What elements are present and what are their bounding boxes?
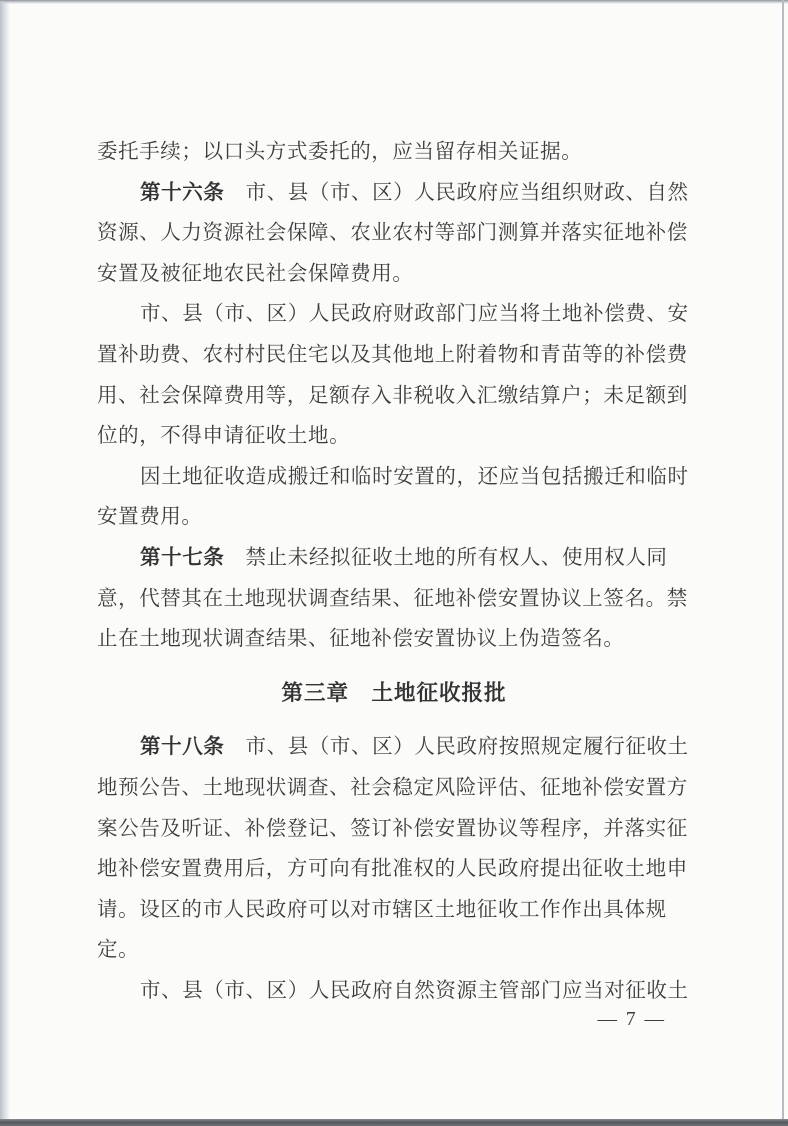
text-line: 用、社会保障费用等，足额存入非税收入汇缴结算户；未足额到 bbox=[97, 384, 688, 407]
text-line: 市、县（市、区）人民政府财政部门应当将土地补偿费、安 bbox=[140, 303, 689, 326]
article-number: 第十七条 bbox=[140, 545, 225, 569]
line-text: 市、县（市、区）人民政府应当组织财政、自然 bbox=[245, 181, 689, 204]
line-text: 禁止未经拟征收土地的所有权人、使用权人同 bbox=[245, 546, 668, 569]
article-number-gap bbox=[224, 182, 245, 204]
document-text-block bbox=[97, 132, 691, 1011]
text-line: 资源、人力资源社会保障、农业农村等部门测算并落实征地补偿 bbox=[97, 222, 688, 245]
document-body bbox=[97, 132, 691, 1011]
text-line: 地补偿安置费用后，方可向有批准权的人民政府提出征收土地申 bbox=[97, 858, 688, 881]
scan-edge-bottom bbox=[0, 1119, 788, 1126]
text-line bbox=[97, 727, 691, 768]
scan-edge-right bbox=[782, 0, 784, 1126]
article-number-gap bbox=[224, 736, 245, 758]
page-number: — 7 — bbox=[597, 1009, 666, 1030]
chapter-heading: 第三章 土地征收报批 bbox=[281, 680, 507, 705]
text-line: 位的，不得申请征收土地。 bbox=[97, 425, 351, 448]
text-line: 定。 bbox=[97, 939, 140, 962]
text-line: 意，代替其在土地现状调查结果、征地补偿安置协议上签名。禁 bbox=[97, 587, 688, 610]
text-line bbox=[97, 538, 691, 579]
article-number: 第十六条 bbox=[140, 180, 225, 204]
text-line: 市、县（市、区）人民政府自然资源主管部门应当对征收土 bbox=[140, 979, 689, 1002]
scan-edge-left bbox=[0, 0, 10, 1126]
text-line: 置补助费、农村村民住宅以及其他地上附着物和青苗等的补偿费 bbox=[97, 343, 688, 366]
text-line: 止在土地现状调查结果、征地补偿安置协议上伪造签名。 bbox=[97, 628, 625, 651]
text-line: 安置及被征地农民社会保障费用。 bbox=[97, 262, 414, 285]
text-line: 请。设区的市人民政府可以对市辖区土地征收工作作出具体规 bbox=[97, 898, 667, 921]
text-line: 安置费用。 bbox=[97, 506, 203, 529]
text-line: 因土地征收造成搬迁和临时安置的，还应当包括搬迁和临时 bbox=[140, 465, 689, 488]
text-line bbox=[97, 173, 691, 214]
scan-edge-top bbox=[0, 0, 788, 4]
article-number-gap bbox=[224, 547, 245, 569]
text-line: 委托手续；以口头方式委托的，应当留存相关证据。 bbox=[97, 141, 583, 163]
text-line: 案公告及听证、补偿登记、签订补偿安置协议等程序，并落实征 bbox=[97, 817, 688, 840]
article-number: 第十八条 bbox=[140, 735, 225, 759]
text-line: 地预公告、土地现状调查、社会稳定风险评估、征地补偿安置方 bbox=[97, 776, 688, 799]
line-text: 市、县（市、区）人民政府按照规定履行征收土 bbox=[245, 736, 689, 759]
